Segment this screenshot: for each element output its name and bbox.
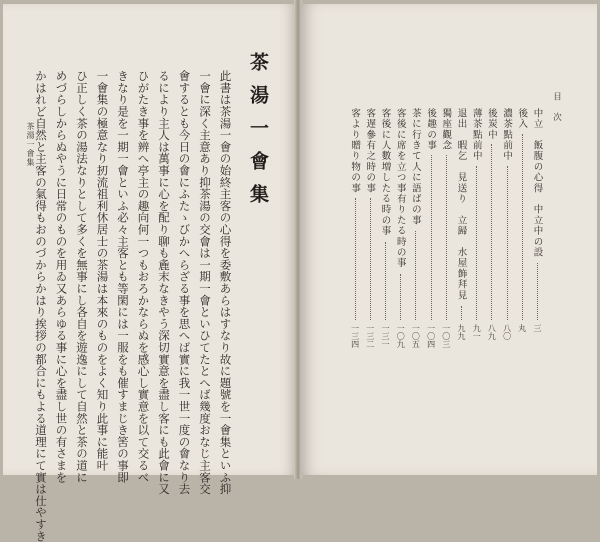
- toc-entry-title: 茶に行きて人に語ばの事: [409, 108, 421, 226]
- toc-entry-page: 三: [533, 324, 542, 332]
- toc-entry-page: 一〇三: [441, 324, 451, 348]
- running-head: 茶湯一會集: [26, 122, 35, 167]
- toc-entry-page: 一三四: [350, 324, 360, 348]
- body-line: るにより主人は萬事に心を配り聊も麁末なきやう深切實意を盡し客にも此會に又: [157, 70, 171, 495]
- toc-entry-page: 一三二: [365, 324, 375, 348]
- body-line: ひ正しく茶の湯法なりとして多くを無事にし各自を遊逸にして自然と茶の道に: [75, 70, 89, 483]
- toc-heading: 目次: [551, 92, 562, 133]
- toc-entry-title: 後入: [516, 108, 528, 130]
- toc-entry-title: 退出 暇乞 見送り 立歸 水屋飾拜見: [455, 108, 467, 301]
- toc-entry-title: 客後に人數増したる時の事: [379, 108, 391, 237]
- toc-entry-title: 後趣の事: [425, 108, 437, 151]
- body-line: きなり是を一期一會といふ必々主客とも等閑には一服をも催すまじき筈の事即: [116, 70, 130, 483]
- toc-leader-dots: [507, 166, 509, 320]
- toc-leader-dots: [446, 155, 448, 320]
- left-page: [3, 4, 296, 542]
- toc-entry-page: 九一: [472, 324, 482, 340]
- toc-entry-page: 九九: [457, 324, 466, 340]
- toc-leader-dots: [476, 166, 478, 320]
- toc-leader-dots: [461, 306, 463, 320]
- toc-leader-dots: [400, 274, 402, 320]
- toc-entry-page: 丸: [517, 324, 527, 332]
- body-line: 一會集の極意なり扨流祖利休居士の茶湯は本來のものをよく知り此事に能叶: [95, 70, 110, 472]
- body-line: 會するとも今日の會にふたゝびかへらざる事を思へば實に我一世一度の會なり去: [177, 70, 192, 495]
- toc-leader-dots: [431, 155, 433, 320]
- toc-entry-page: 一〇四: [426, 324, 436, 348]
- body-line: 此書は茶湯一會の始終主客の心得を委敷あらはすなり故に題號を一會集といふ抑: [218, 70, 233, 495]
- toc-entry-title: 客より贈り物の事: [349, 108, 361, 194]
- toc-leader-dots: [370, 198, 372, 320]
- toc-leader-dots: [537, 263, 539, 320]
- toc-leader-dots: [415, 231, 417, 320]
- right-page: [300, 4, 597, 475]
- toc-entry-title: 客遅參有之時の事: [364, 108, 376, 194]
- toc-leader-dots: [385, 242, 387, 320]
- toc-leader-dots: [355, 198, 357, 320]
- body-line: ひがたき事を辨へ亭主の趣向何一つもおろかならぬを感心し實意を以て交るべ: [136, 70, 151, 483]
- toc-entry-title: 濃茶點前中: [501, 108, 513, 162]
- toc-entry-title: 後炭中: [485, 108, 497, 141]
- body-line: かはれど自然と主客の氣得もおのづからかはり挨拶の都合にもよる道理にて實は仕やすき: [34, 70, 48, 542]
- toc-entry-title: 薄茶點前中: [470, 108, 482, 162]
- toc-entry-page: 八九: [487, 324, 497, 340]
- toc-leader-dots: [491, 144, 493, 320]
- body-line: 一會に深く主意あり抑茶湯の交會は一期一會といひてたとへば幾度おなじ主客交: [198, 70, 212, 495]
- chapter-title: 茶湯一會集: [247, 52, 269, 217]
- body-line: めづらしからぬやうに日常のものを用ゐ又あらゆる事に心を盡し世の有さまを: [54, 70, 69, 483]
- toc-entry-page: 一〇五: [411, 324, 421, 348]
- toc-entry-page: 一〇九: [396, 324, 406, 348]
- toc-entry-title: 中立 飯腹の心得 中立中の設: [531, 108, 543, 258]
- toc-entry-page: 八〇: [502, 324, 512, 340]
- toc-leader-dots: [522, 134, 524, 320]
- toc-entry-title: 客後に席を立つ事有りたる時の事: [394, 108, 406, 269]
- toc-entry-page: 一三一: [381, 324, 390, 348]
- toc-entry-title: 獨座觀念: [440, 108, 452, 151]
